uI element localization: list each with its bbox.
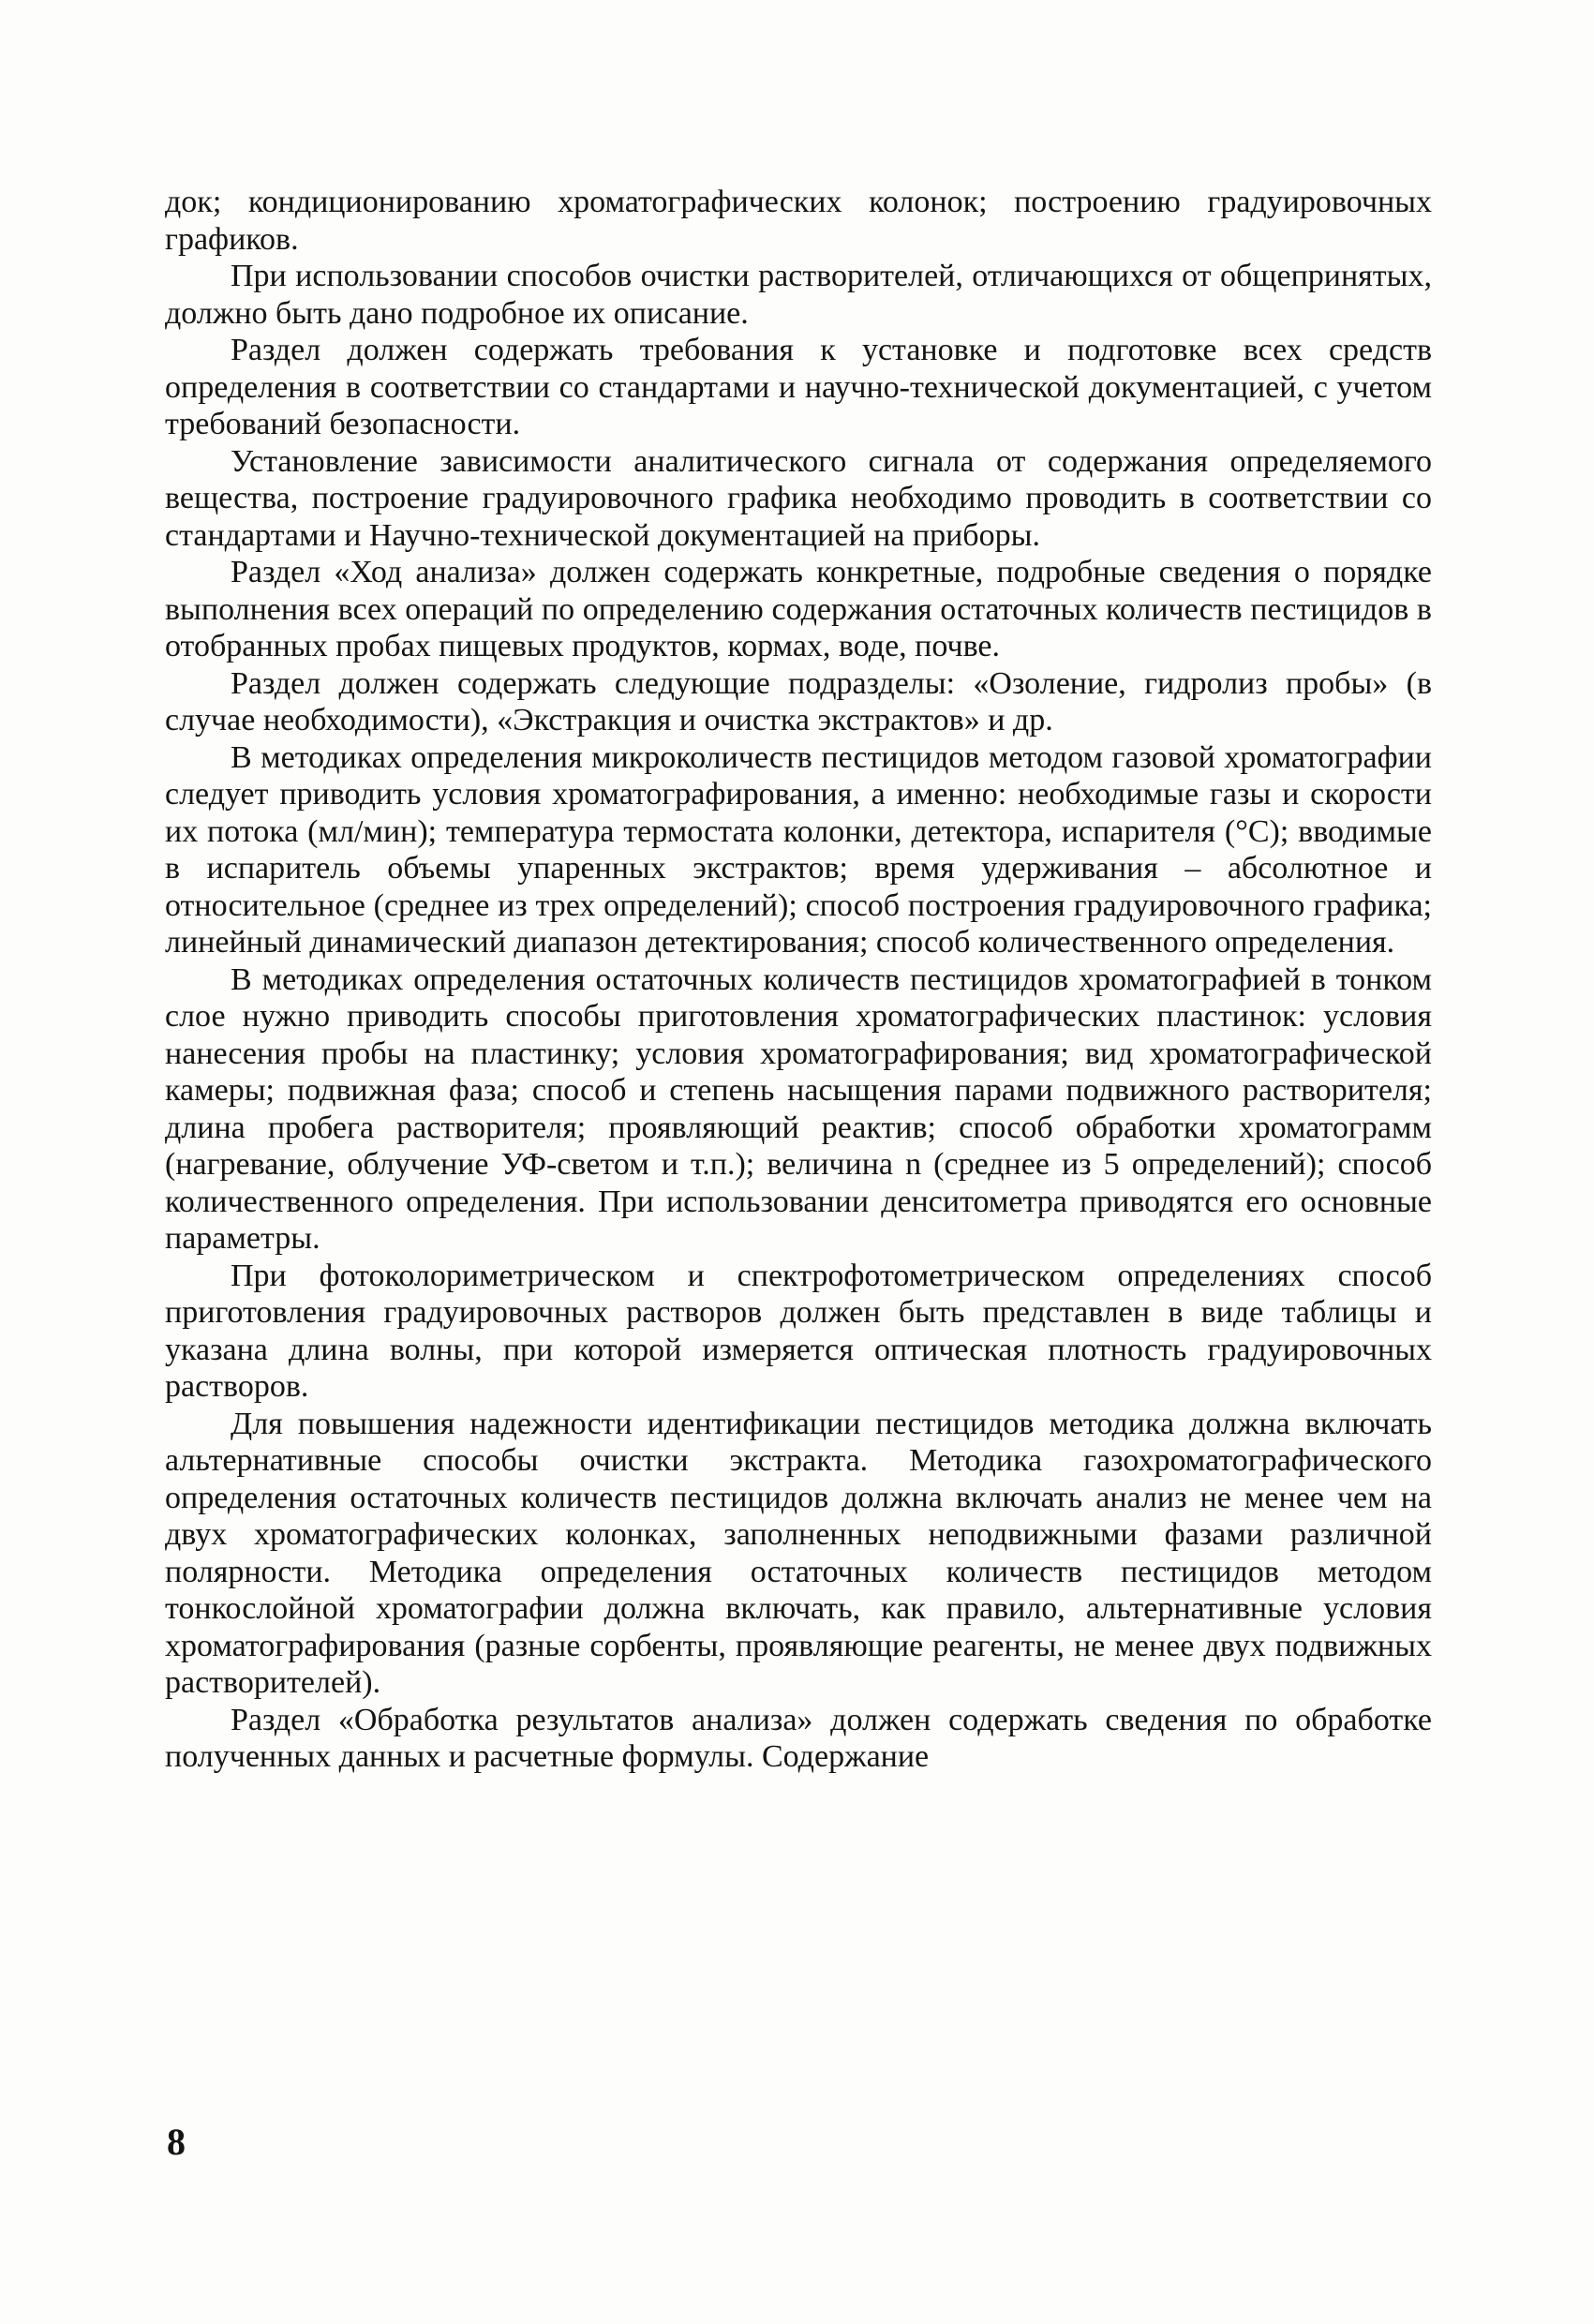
paragraph-4: Установление зависимости аналитического сигнала от содержания определяемого вещества, построение градуировочного графика необходимо проводить в соответствии со стандартами и Научно-технической документацией на приборы.: [165, 443, 1432, 553]
paragraph-1: док; кондиционированию хроматографических колонок; построению градуировочных графиков.: [165, 185, 1432, 257]
paragraph-2: При использовании способов очистки растворителей, отличающихся от общепринятых, должно быть дано подробное их описание.: [165, 259, 1432, 331]
page-number: 8: [167, 2121, 186, 2163]
paragraph-10: Для повышения надежности идентификации пестицидов методика должна включать альтернативные способы очистки экстракта. Методика газохроматографического определения остаточных количеств пестицидов должна включать анализ не менее чем на двух хроматографических колонках, заполненных неподвижными фазами различной полярности. Методика определения остаточных количеств пестицидов методом тонкослойной хроматографии должна включать, как правило, альтернативные условия хроматографирования (разные сорбенты, проявляющие реагенты, не менее двух подвижных растворителей).: [165, 1406, 1432, 1700]
paragraph-6: Раздел должен содержать следующие подразделы: «Озоление, гидролиз пробы» (в случае необходимости), «Экстракция и очистка экстрактов» и др.: [165, 665, 1432, 737]
body-text: [165, 184, 1432, 1776]
paragraph-11: Раздел «Обработка результатов анализа» должен содержать сведения по обработке полученных данных и расчетные формулы. Содержание: [165, 1702, 1432, 1774]
paragraph-3: Раздел должен содержать требования к установке и подготовке всех средств определения в соответствии со стандартами и научно-технической документацией, с учетом требований безопасности.: [165, 333, 1432, 441]
paragraph-9: При фотоколориметрическом и спектрофотометрическом определениях способ приготовления градуировочных растворов должен быть представлен в виде таблицы и указана длина волны, при которой измеряется оптическая плотность градуировочных растворов.: [165, 1258, 1432, 1404]
paragraph-8: В методиках определения остаточных количеств пестицидов хроматографией в тонком слое нужно приводить способы приготовления хроматографических пластинок: условия нанесения пробы на пластинку; условия хроматографирования; вид хроматографической камеры; подвижная фаза; способ и степень насыщения парами подвижного растворителя; длина пробега растворителя; проявляющий реактив; способ обработки хроматограмм (нагревание, облучение УФ-светом и т.п.); величина n (среднее из 5 определений); способ количественного определения. При использовании денситометра приводятся его основные параметры.: [165, 961, 1432, 1256]
paragraph-5: Раздел «Ход анализа» должен содержать конкретные, подробные сведения о порядке выполнения всех операций по определению содержания остаточных количеств пестицидов в отобранных пробах пищевых продуктов, кормах, воде, почве.: [165, 555, 1432, 663]
paragraph-7: В методиках определения микроколичеств пестицидов методом газовой хроматографии следует приводить условия хроматографирования, а именно: необходимые газы и скорости их потока (мл/мин); температура термостата колонки, детектора, испарителя (°С); вводимые в испаритель объемы упаренных экстрактов; время удерживания – абсолютное и относительное (среднее из трех определений); способ построения градуировочного графика; линейный динамический диапазон детектирования; способ количественного определения.: [165, 739, 1432, 960]
